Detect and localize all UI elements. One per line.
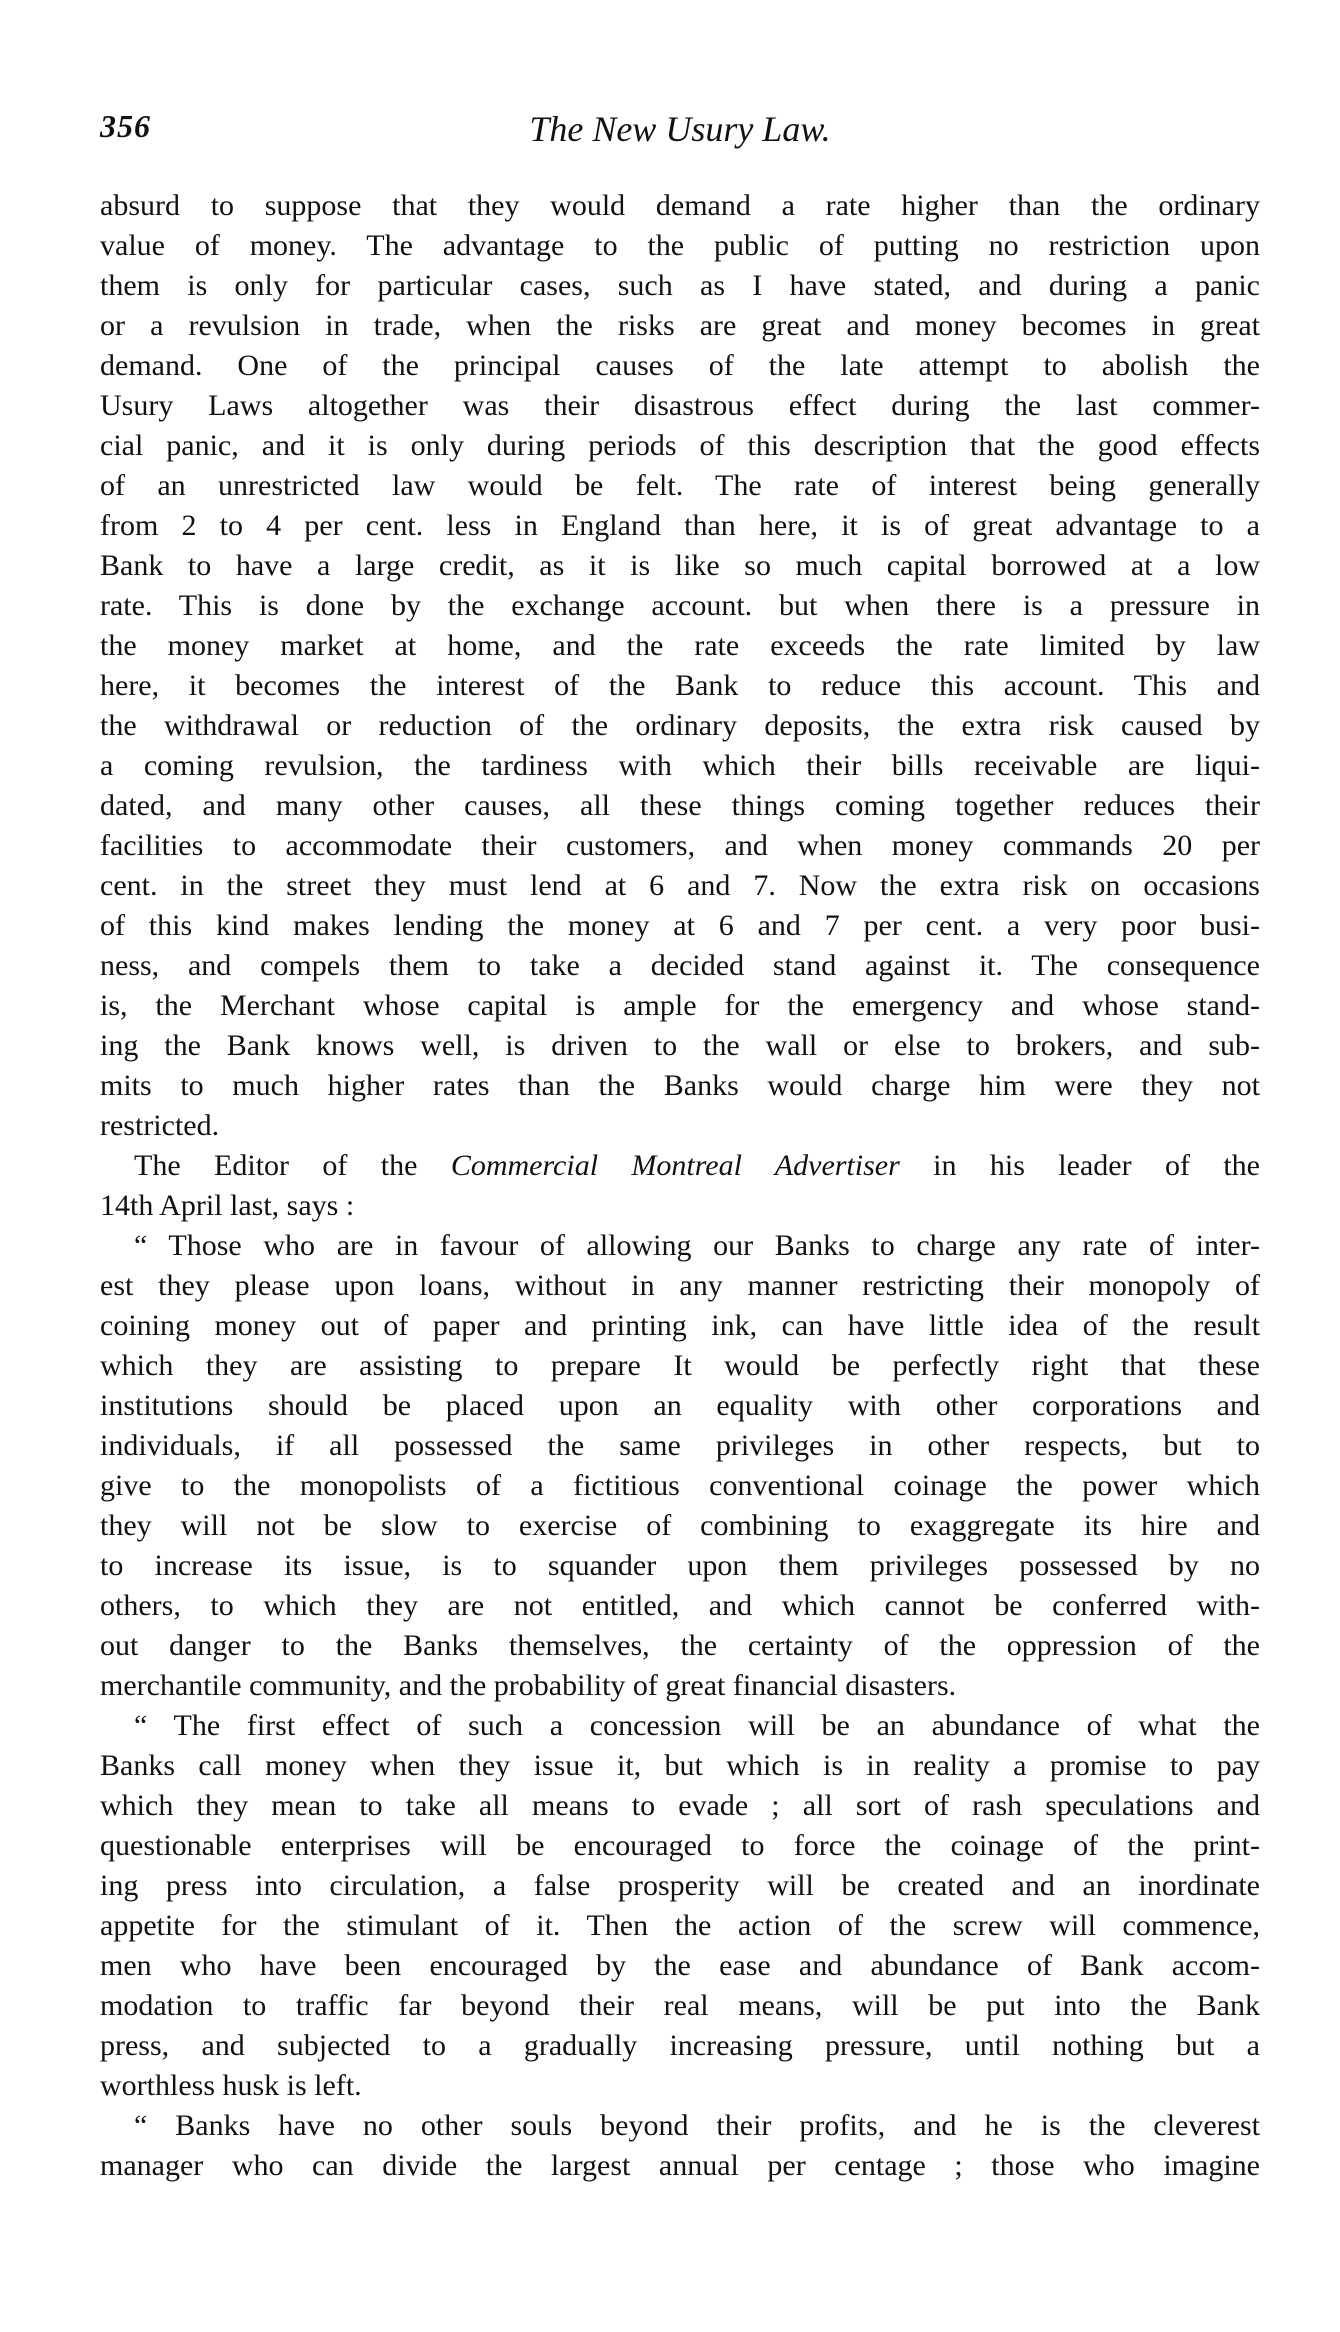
body-text	[100, 186, 1260, 2186]
text-line: ing the Bank knows well, is driven to the wall or else to brokers, and sub-	[100, 1029, 1260, 1062]
quote-line: modation to traffic far beyond their real means, will be put into the Bank	[100, 1989, 1260, 2022]
text-line: dated, and many other causes, all these things coming together reduces their	[100, 789, 1260, 822]
text-line: Bank to have a large credit, as it is like so much capital borrowed at a low	[100, 549, 1260, 582]
text-line: rate. This is done by the exchange account. but when there is a pressure in	[100, 589, 1260, 622]
text-line: cial panic, and it is only during periods of this description that the good effects	[100, 429, 1260, 462]
quote-line: “ Those who are in favour of allowing our Banks to charge any rate of inter-	[134, 1229, 1260, 1262]
quote-line: which they mean to take all means to evade ; all sort of rash speculations and	[100, 1789, 1260, 1822]
page-number: 356	[100, 108, 151, 144]
editor-suffix: in his leader of the	[933, 1149, 1260, 1182]
quote-line: worthless husk is left.	[100, 2069, 362, 2102]
quote-line: ing press into circulation, a false prosperity will be created and an inordinate	[100, 1869, 1260, 1902]
text-line: restricted.	[100, 1109, 220, 1142]
text-line: ness, and compels them to take a decided stand against it. The consequence	[100, 949, 1260, 982]
quote-line: give to the monopolists of a fictitious conventional coinage the power which	[100, 1469, 1260, 1502]
quote-line: est they please upon loans, without in any manner restricting their monopoly of	[100, 1269, 1260, 1302]
editor-prefix: The Editor of the	[134, 1149, 418, 1182]
text-line: the withdrawal or reduction of the ordinary deposits, the extra risk caused by	[100, 709, 1260, 742]
quote-line: out danger to the Banks themselves, the certainty of the oppression of the	[100, 1629, 1260, 1662]
text-line: 14th April last, says :	[100, 1189, 355, 1222]
editor-citation-line	[100, 1146, 1260, 1186]
text-line: facilities to accommodate their customers, and when money commands 20 per	[100, 829, 1260, 862]
text-line: of this kind makes lending the money at 6 and 7 per cent. a very poor busi-	[100, 909, 1260, 942]
quote-line: Banks call money when they issue it, but which is in reality a promise to pay	[100, 1749, 1260, 1782]
quote-line: coining money out of paper and printing ink, can have little idea of the result	[100, 1309, 1260, 1342]
text-line: mits to much higher rates than the Banks would charge him were they not	[100, 1069, 1260, 1102]
text-line: the money market at home, and the rate exceeds the rate limited by law	[100, 629, 1260, 662]
newspaper-title: Commercial Montreal Advertiser	[450, 1149, 900, 1182]
text-line: is, the Merchant whose capital is ample for the emergency and whose stand-	[100, 989, 1260, 1022]
text-line: value of money. The advantage to the public of putting no restriction upon	[100, 229, 1260, 262]
quote-line: press, and subjected to a gradually increasing pressure, until nothing but a	[100, 2029, 1260, 2062]
text-line: demand. One of the principal causes of the late attempt to abolish the	[100, 349, 1260, 382]
quote-line: appetite for the stimulant of it. Then the action of the screw will commence,	[100, 1909, 1260, 1942]
text-line: of an unrestricted law would be felt. The rate of interest being generally	[100, 469, 1260, 502]
quote-line: to increase its issue, is to squander upon them privileges possessed by no	[100, 1549, 1260, 1582]
text-line: or a revulsion in trade, when the risks are great and money becomes in great	[100, 309, 1260, 342]
page-header	[100, 108, 1260, 158]
quote-line: merchantile community, and the probability of great financial disasters.	[100, 1669, 957, 1702]
quote-line: they will not be slow to exercise of combining to exaggregate its hire and	[100, 1509, 1260, 1542]
text-line: them is only for particular cases, such as I have stated, and during a panic	[100, 269, 1260, 302]
running-title: The New Usury Law.	[529, 109, 831, 149]
text-line: here, it becomes the interest of the Bank to reduce this account. This and	[100, 669, 1260, 702]
text-line: a coming revulsion, the tardiness with which their bills receivable are liqui-	[100, 749, 1260, 782]
quote-line: others, to which they are not entitled, and which cannot be conferred with-	[100, 1589, 1260, 1622]
text-line: cent. in the street they must lend at 6 and 7. Now the extra risk on occasions	[100, 869, 1260, 902]
quote-line: questionable enterprises will be encouraged to force the coinage of the print-	[100, 1829, 1260, 1862]
quote-line: which they are assisting to prepare It would be perfectly right that these	[100, 1349, 1260, 1382]
quote-line: men who have been encouraged by the ease and abundance of Bank accom-	[100, 1949, 1260, 1982]
text-line: absurd to suppose that they would demand a rate higher than the ordinary	[100, 189, 1260, 222]
text-line: from 2 to 4 per cent. less in England than here, it is of great advantage to a	[100, 509, 1260, 542]
quote-line: “ The first effect of such a concession will be an abundance of what the	[134, 1709, 1260, 1742]
text-line: Usury Laws altogether was their disastrous effect during the last commer-	[100, 389, 1260, 422]
quote-line: “ Banks have no other souls beyond their profits, and he is the cleverest	[134, 2109, 1260, 2142]
quote-line: individuals, if all possessed the same privileges in other respects, but to	[100, 1429, 1260, 1462]
quote-line: manager who can divide the largest annual per centage ; those who imagine	[100, 2149, 1260, 2182]
quote-line: institutions should be placed upon an equality with other corporations and	[100, 1389, 1260, 1422]
